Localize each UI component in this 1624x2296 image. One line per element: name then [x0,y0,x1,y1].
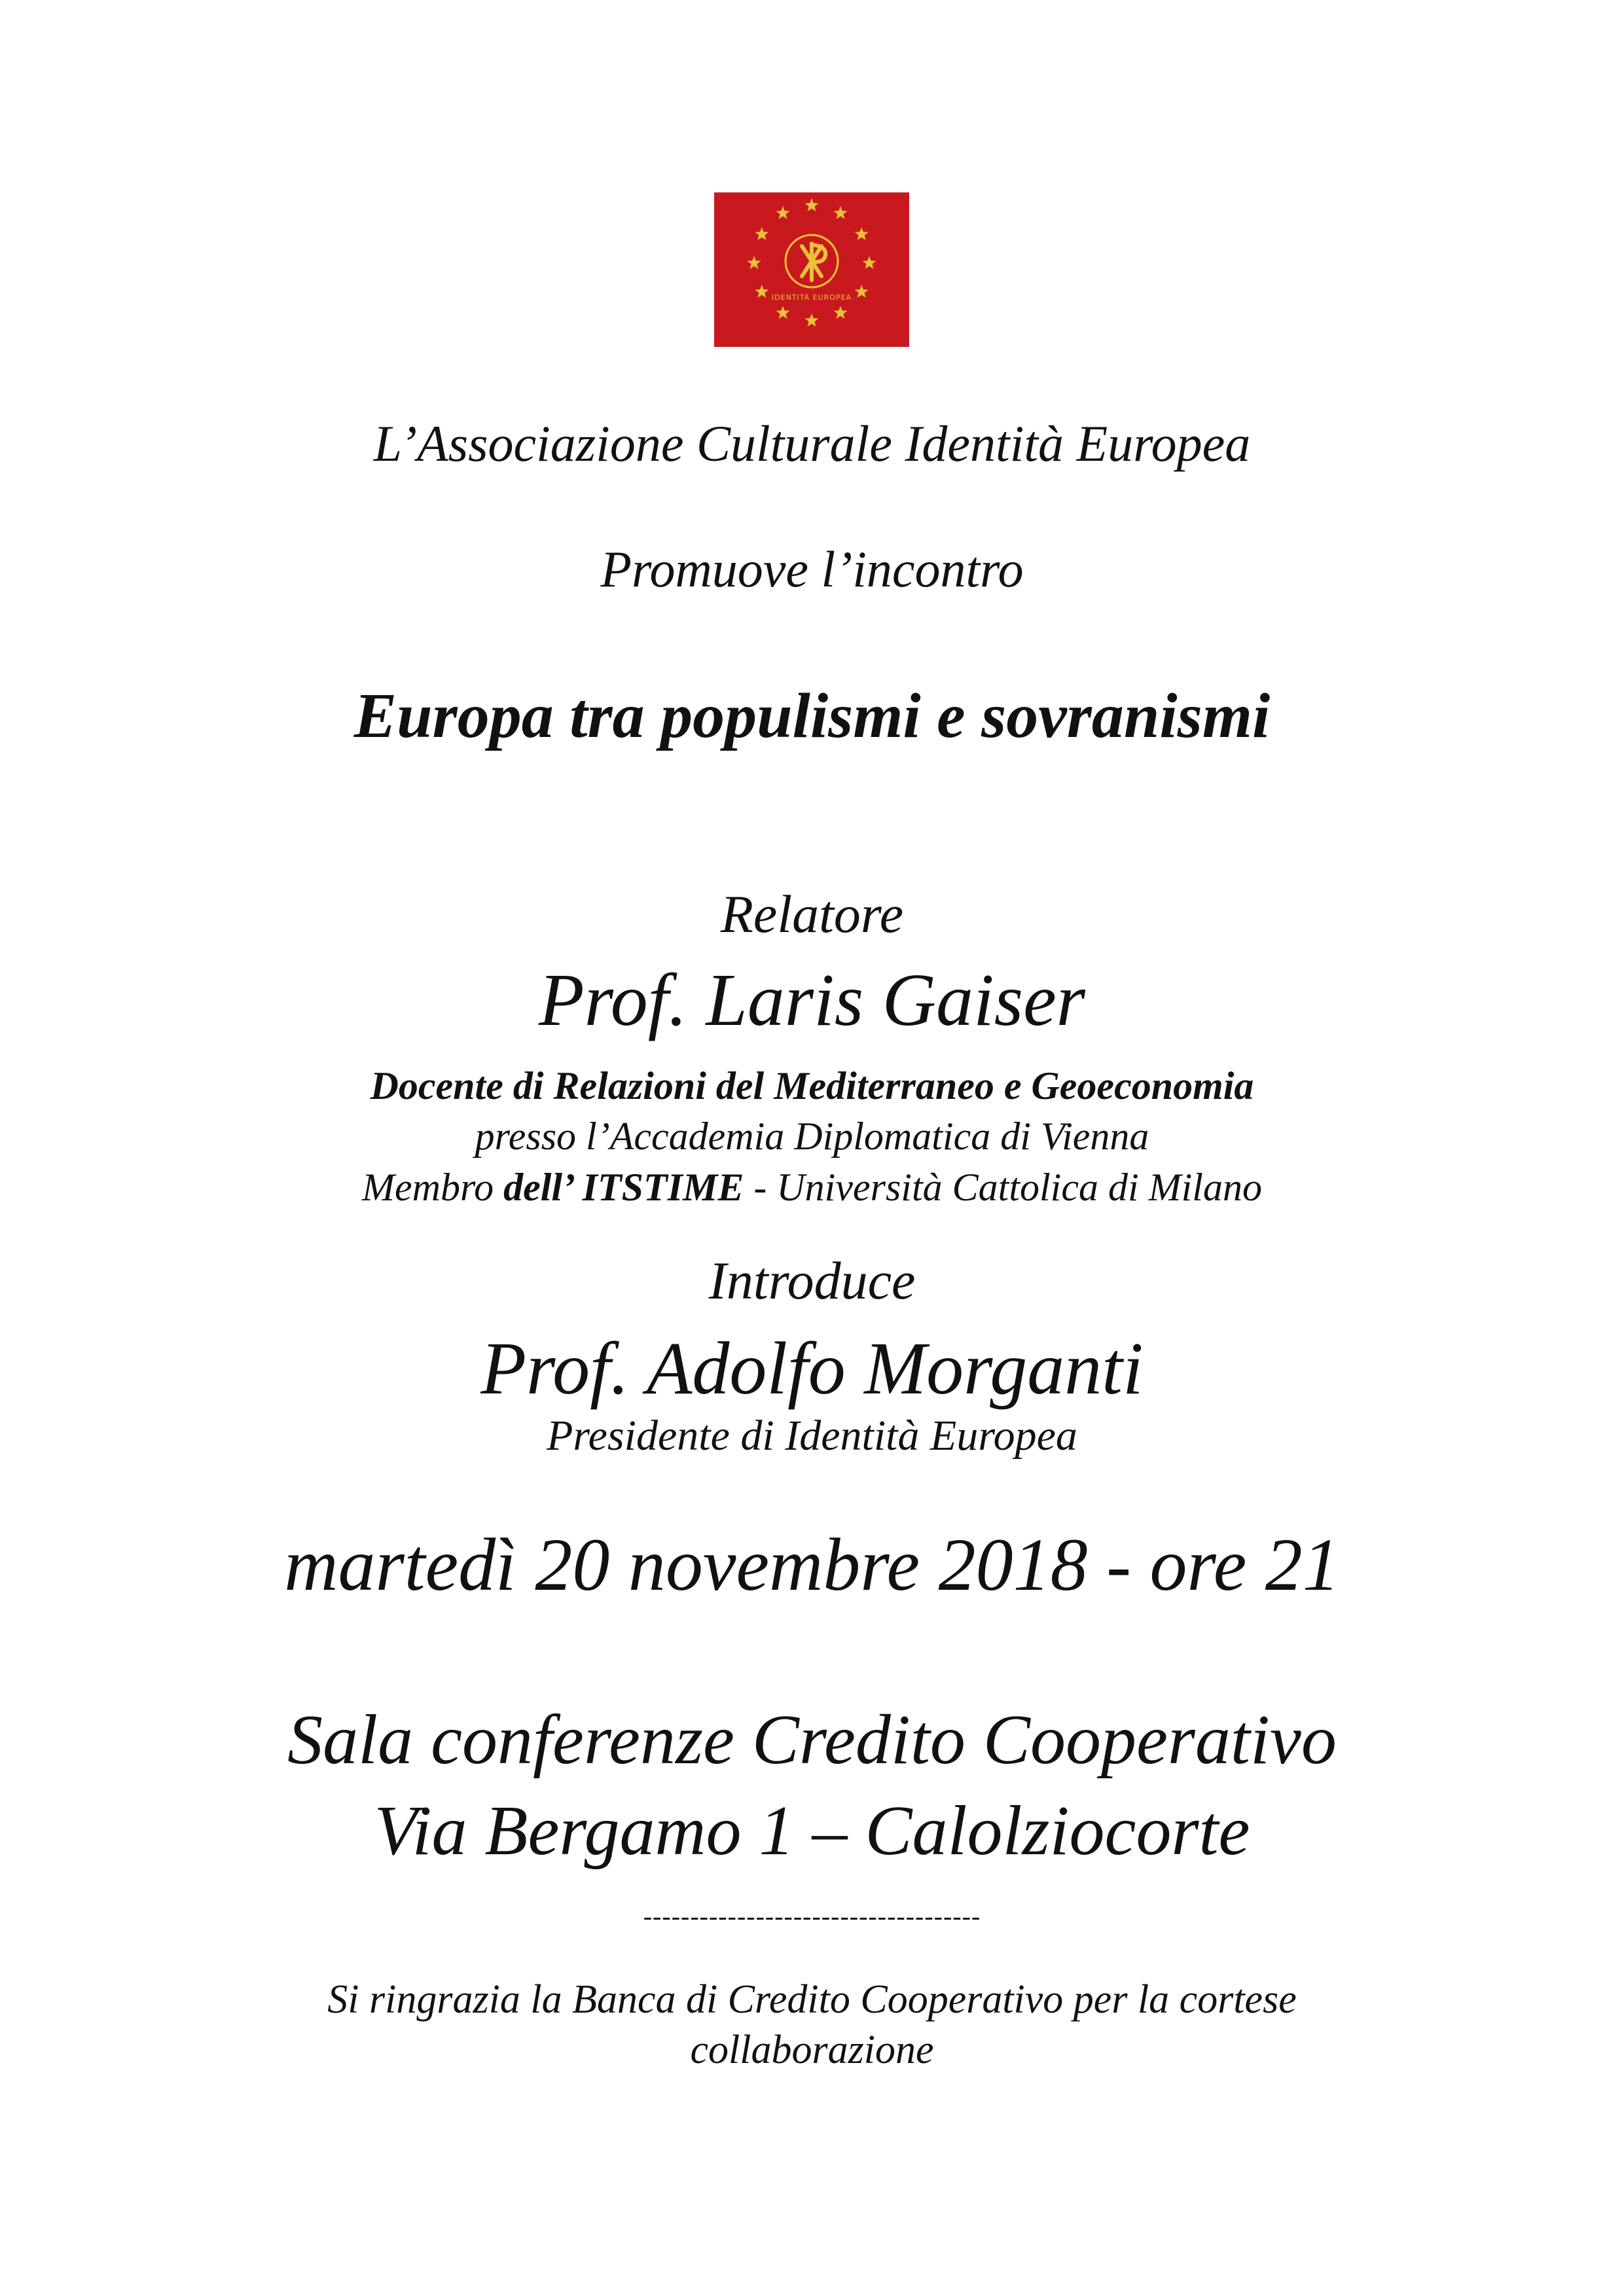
introducer-role: Introduce [708,1251,916,1310]
event-title: Europa tra populismi e sovranismi [353,681,1271,751]
event-datetime: martedì 20 novembre 2018 - ore 21 [284,1523,1340,1606]
speaker-position-line3 [0,1165,1624,1210]
speaker-membership-university: - Università Cattolica di Milano [744,1166,1262,1209]
speaker-membership-org: dell’ ITSTIME [503,1166,744,1209]
separator-line: ------------------------------------ [643,1901,981,1931]
speaker-name: Prof. Laris Gaiser [538,958,1086,1041]
organizer: L’Associazione Culturale Identità Europea [373,415,1251,472]
introducer-name: Prof. Adolfo Morganti [480,1327,1144,1410]
speaker-role: Relatore [720,884,904,944]
venue-line1: Sala conferenze Credito Cooperativo [287,1701,1337,1779]
speaker-position-line1: Docente di Relazioni del Mediterraneo e Geoeconomia [370,1064,1254,1107]
logo-emblem [714,192,909,347]
venue-line2: Via Bergamo 1 – Calolziocorte [374,1792,1250,1870]
identita-europea-logo [714,192,909,347]
speaker-position-line2: presso l’Accademia Diplomatica di Vienna [475,1115,1149,1158]
promotes-line: Promuove l’incontro [600,541,1024,598]
speaker-membership-prefix: Membro [362,1166,504,1209]
thanks-line2: collaborazione [690,2028,934,2072]
logo-seal-text: IDENTITÀ EUROPEA [771,293,852,302]
thanks-line1: Si ringrazia la Banca di Credito Cooperativo per la cortese [327,1977,1297,2022]
introducer-position: Presidente di Identità Europea [547,1412,1077,1460]
